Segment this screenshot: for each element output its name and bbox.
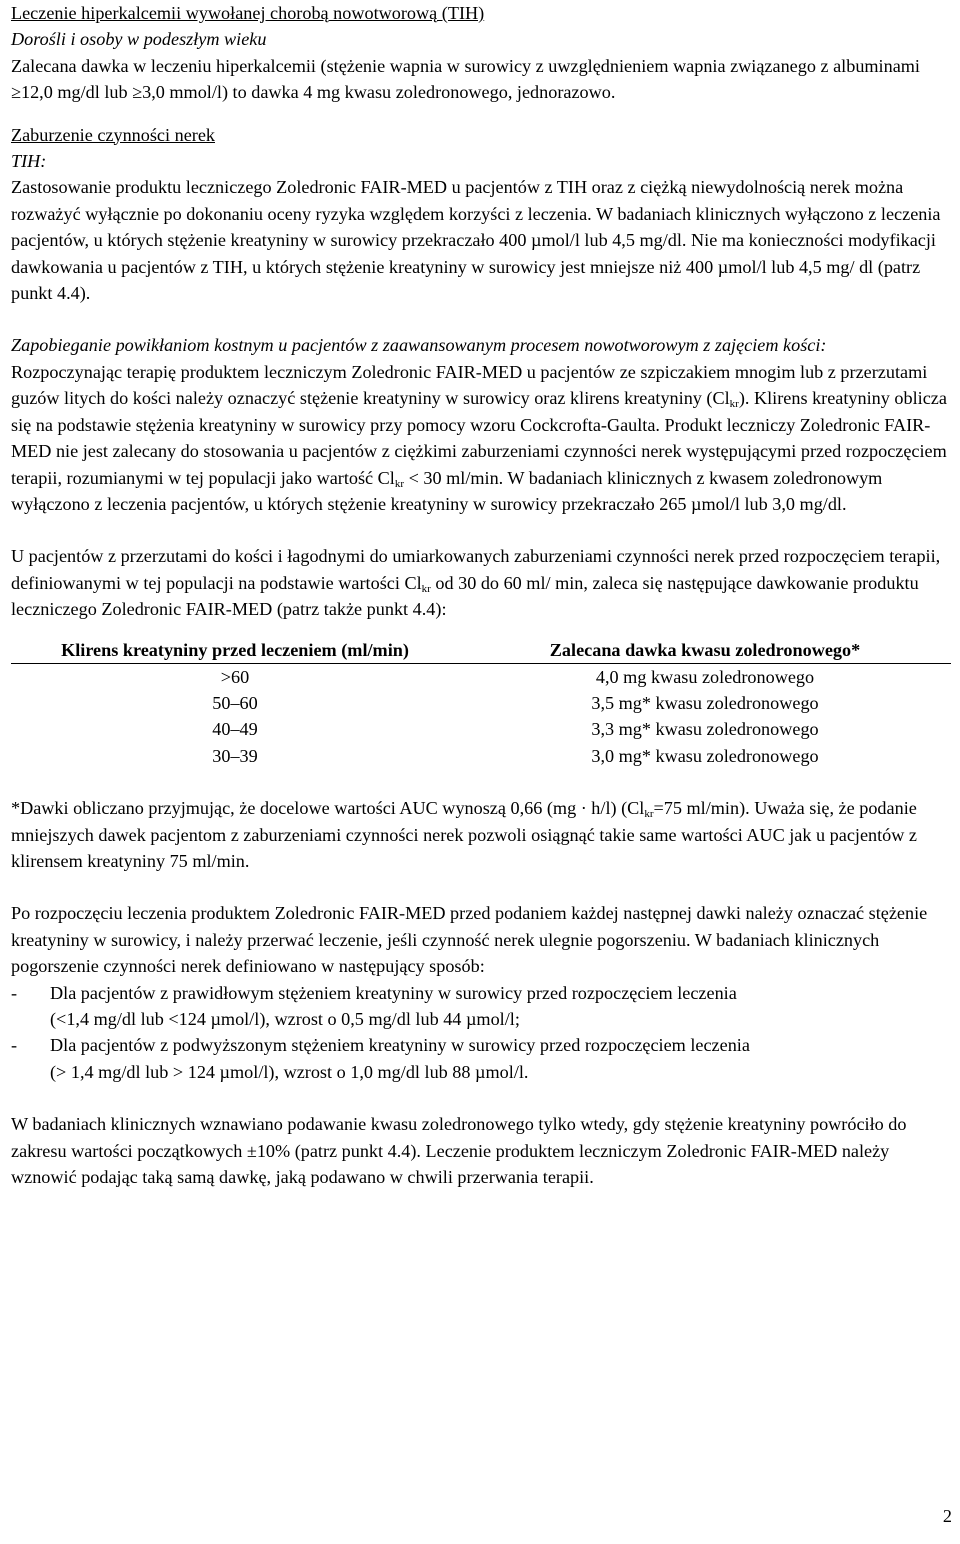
- list-dash: -: [11, 982, 18, 1003]
- table-cell-dose: 3,3 mg* kwasu zoledronowego: [591, 719, 819, 740]
- paragraph-renal-tih: Zastosowanie produktu leczniczego Zoledronic FAIR-MED u pacjentów z TIH oraz z ciężką niewydolnością nerek można rozważyć wyłącznie po dokonaniu oceny ryzyka względem korzyści z leczenia. W badaniach klinicznych wyłączono z leczenia pacjentów, u których stężenie kreatyniny w surowicy przekraczało 400 µmol/l lub 4,5 mg/dl. Nie ma konieczności modyfikacji dawkowania u pacjentów z TIH, u których stężenie kreatyniny w surowicy jest mniejsze niż 400 µmol/l lub 4,5 mg/ dl (patrz punkt 4.4).: [11, 177, 941, 304]
- subtitle-bone-complications: Zapobieganie powikłaniom kostnym u pacjentów z zaawansowanym procesem nowotworowym z zajęciem kości:: [11, 335, 827, 356]
- table-cell-clearance: 40–49: [212, 719, 258, 740]
- list-item-line: (> 1,4 mg/dl lub > 124 µmol/l), wzrost o 1,0 mg/dl lub 88 µmol/l.: [50, 1061, 529, 1082]
- paragraph-mild-renal: U pacjentów z przerzutami do kości i łagodnymi do umiarkowanych zaburzeniami czynności nerek przed rozpoczęciem terapii, definiowanymi w tej populacji na podstawie wartości $Cl_{kr}$ od 30 do 60 ml/ min, zaleca się następujące dawkowanie produktu leczniczego Zoledronic FAIR-MED (patrz także punkt 4.4):: [11, 546, 941, 620]
- dose-table: [11, 637, 951, 770]
- table-row: [11, 716, 951, 742]
- page-number: 2: [942, 1506, 952, 1526]
- table-row: [11, 663, 951, 690]
- section-title-tih: Leczenie hiperkalcemii wywołanej chorobą nowotworową (TIH): [11, 3, 485, 23]
- list-item-line: Dla pacjentów z podwyższonym stężeniem kreatyniny w surowicy przed rozpoczęciem leczenia: [50, 1035, 750, 1056]
- list-item-line: Dla pacjentów z prawidłowym stężeniem kreatyniny w surowicy przed rozpoczęciem leczenia: [50, 982, 737, 1003]
- table-header-row: [11, 637, 951, 664]
- paragraph-footnote: *Dawki obliczano przyjmując, że docelowe wartości AUC wynoszą 0,66 (mg · h/l) ($Cl_{kr}=75$ ml/min). Uważa się, że podanie mniejszych dawek pacjentom z zaburzeniami czynności nerek pozwoli osiągnąć takie same wartości AUC jak u pacjentów z klirensem kreatyniny 75 ml/min.: [11, 798, 918, 871]
- table-header-dose: Zalecana dawka kwasu zoledronowego*: [459, 637, 951, 664]
- list-item: [11, 1032, 951, 1085]
- table-row: [11, 743, 951, 769]
- table-cell-dose: 3,0 mg* kwasu zoledronowego: [591, 745, 819, 766]
- table-row: [11, 690, 951, 716]
- table-cell-dose: 4,0 mg kwasu zoledronowego: [595, 666, 815, 687]
- table-cell-clearance: 50–60: [212, 692, 258, 713]
- paragraph-monitoring: Po rozpoczęciu leczenia produktem Zoledronic FAIR-MED przed podaniem każdej następnej dawki należy oznaczać stężenie kreatyniny w surowicy, i należy przerwać leczenie, jeśli czynność nerek ulegnie pogorszeniu. W badaniach klinicznych pogorszenie czynności nerek definiowano w następujący sposób:: [11, 903, 928, 977]
- paragraph-bone-complications: Rozpoczynając terapię produktem leczniczym Zoledronic FAIR-MED u pacjentów ze szpiczakiem mnogim lub z przerzutami guzów litych do kości należy oznaczyć stężenie kreatyniny w surowicy oraz klirens kreatyniny $(Cl_{kr})$. Klirens kreatyniny oblicza się na podstawie stężenia kreatyniny w surowicy przy pomocy wzoru Cockcrofta-Gaulta. Produkt leczniczy Zoledronic FAIR-MED nie jest zalecany do stosowania u pacjentów z ciężkimi zaburzeniami czynności nerek występującymi przed rozpoczęciem terapii, rozumianymi w tej populacji jako wartość $Cl_{kr} < 30$ ml/min. W badaniach klinicznych z kwasem zoledronowym wyłączono z leczenia pacjentów, u których stężenie kreatyniny w surowicy przekraczało 265 µmol/l lub 3,0 mg/dl.: [11, 361, 947, 514]
- section-title-renal: Zaburzenie czynności nerek: [11, 124, 215, 145]
- paragraph-tih-dose: Zalecana dawka w leczeniu hiperkalcemii (stężenie wapnia w surowicy z uwzględnieniem wapnia związanego z albuminami ≥12,0 mg/dl lub ≥3,0 mmol/l) to dawka 4 mg kwasu zoledronowego, jednorazowo.: [11, 55, 920, 103]
- list-dash: -: [11, 1035, 18, 1056]
- list-item-line: (<1,4 mg/dl lub <124 µmol/l), wzrost o 0,5 mg/dl lub 44 µmol/l;: [50, 1009, 520, 1029]
- subtitle-adults: Dorośli i osoby w podeszłym wieku: [11, 29, 267, 50]
- table-cell-clearance: 30–39: [212, 745, 258, 766]
- subtitle-tih: TIH:: [11, 151, 47, 172]
- table-header-clearance: Klirens kreatyniny przed leczeniem (ml/min): [11, 637, 459, 664]
- document-page: [11, 0, 951, 1190]
- list-item: [11, 980, 951, 1033]
- table-cell-clearance: >60: [220, 666, 250, 687]
- table-cell-dose: 3,5 mg* kwasu zoledronowego: [591, 692, 819, 713]
- paragraph-resume-treatment: W badaniach klinicznych wznawiano podawanie kwasu zoledronowego tylko wtedy, gdy stężenie kreatyniny powróciło do zakresu wartości początkowych ±10% (patrz punkt 4.4). Leczenie produktem leczniczym Zoledronic FAIR-MED należy wznowić podając taką samą dawkę, jaką podawano w chwili przerwania terapii.: [11, 1114, 907, 1188]
